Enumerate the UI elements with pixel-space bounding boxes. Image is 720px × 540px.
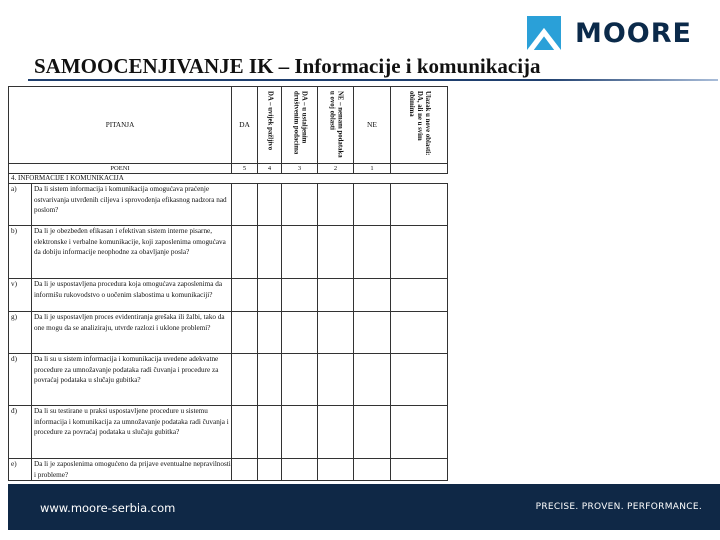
score-cell[interactable] bbox=[354, 226, 391, 279]
score-cell[interactable] bbox=[354, 184, 391, 226]
score-cell[interactable] bbox=[232, 406, 258, 459]
score-cell[interactable] bbox=[258, 184, 282, 226]
section-row bbox=[9, 174, 448, 184]
header-pitanja: PITANJA bbox=[9, 87, 232, 164]
score-cell[interactable] bbox=[232, 312, 258, 354]
row-question: Da li je zaposlenima omogućeno da prijave eventualne nepravilnosti i probleme? bbox=[32, 459, 232, 481]
poeni-value: 5 bbox=[232, 164, 258, 174]
poeni-row bbox=[9, 164, 448, 174]
score-cell[interactable] bbox=[391, 226, 448, 279]
score-cell[interactable] bbox=[282, 312, 318, 354]
score-cell[interactable] bbox=[232, 184, 258, 226]
row-question: Da li sistem informacija i komunikacija omogućava praćenje ostvarivanja utvrđenih ciljeva i sprovođenja efikasnog nadzora nad poslom? bbox=[32, 184, 232, 226]
score-cell[interactable] bbox=[232, 226, 258, 279]
score-cell[interactable] bbox=[282, 354, 318, 406]
score-cell[interactable] bbox=[318, 406, 354, 459]
score-cell[interactable] bbox=[258, 226, 282, 279]
score-cell[interactable] bbox=[282, 406, 318, 459]
row-letter: g) bbox=[9, 312, 32, 354]
score-cell[interactable] bbox=[391, 312, 448, 354]
poeni-value: 4 bbox=[258, 164, 282, 174]
row-letter: e) bbox=[9, 459, 32, 481]
score-cell[interactable] bbox=[282, 459, 318, 481]
row-letter: v) bbox=[9, 279, 32, 312]
score-cell[interactable] bbox=[282, 184, 318, 226]
score-cell[interactable] bbox=[318, 459, 354, 481]
row-question: Da li su testirane u praksi uspostavljene procedure u sistemu informacija i komunikacija za umnožavanje podataka radi čuvanja i procedure za povraćaj podataka u slučaju gubitka? bbox=[32, 406, 232, 459]
score-cell[interactable] bbox=[318, 354, 354, 406]
score-cell[interactable] bbox=[258, 459, 282, 481]
score-cell[interactable] bbox=[354, 459, 391, 481]
table-row bbox=[9, 459, 448, 481]
score-cell[interactable] bbox=[318, 226, 354, 279]
header-da: DA bbox=[232, 87, 258, 164]
poeni-value: 1 bbox=[354, 164, 391, 174]
score-cell[interactable] bbox=[354, 312, 391, 354]
score-cell[interactable] bbox=[232, 279, 258, 312]
section-title: 4. INFORMACIJE I KOMUNIKACIJA bbox=[9, 174, 448, 184]
moore-logo-text: MOORE bbox=[574, 17, 692, 49]
header-ne-nemam: NE – nemam podataka u ovoj oblasti bbox=[318, 87, 354, 164]
moore-logo bbox=[527, 12, 692, 54]
score-cell[interactable] bbox=[354, 354, 391, 406]
footer-bar bbox=[8, 484, 720, 530]
score-cell[interactable] bbox=[318, 184, 354, 226]
row-letter: đ) bbox=[9, 406, 32, 459]
score-cell[interactable] bbox=[258, 312, 282, 354]
header-ulazak: Ulazak u nove oblasti: DA, ali ne u svim obimima bbox=[391, 87, 448, 164]
row-question: Da li je obezbeđen efikasan i efektivan sistem interne pisarne, elektronske i verbalne komunikacije, koji zaposlenima omogućava da dobiju informacije neophodne za obavljanje posla? bbox=[32, 226, 232, 279]
self-assessment-table bbox=[8, 86, 448, 481]
poeni-value: 3 bbox=[282, 164, 318, 174]
score-cell[interactable] bbox=[258, 279, 282, 312]
score-cell[interactable] bbox=[318, 312, 354, 354]
footer-url-link[interactable]: www.moore-serbia.com bbox=[40, 501, 176, 515]
table-row bbox=[9, 226, 448, 279]
score-cell[interactable] bbox=[391, 279, 448, 312]
score-cell[interactable] bbox=[282, 279, 318, 312]
header-da-ustaljeno: DA – u ustaljenim društvenim podacima bbox=[282, 87, 318, 164]
score-cell[interactable] bbox=[282, 226, 318, 279]
table-row bbox=[9, 406, 448, 459]
self-assessment-table-wrapper bbox=[8, 86, 448, 481]
poeni-value: 2 bbox=[318, 164, 354, 174]
row-question: Da li je uspostavljena procedura koja omogućava zaposlenima da informišu rukovodstvo o uočenim slabostima u komunikaciji? bbox=[32, 279, 232, 312]
score-cell[interactable] bbox=[354, 406, 391, 459]
score-cell[interactable] bbox=[391, 459, 448, 481]
poeni-label: POENI bbox=[9, 164, 232, 174]
header-da-uvijek: DA – uvijek pažljivo bbox=[258, 87, 282, 164]
score-cell[interactable] bbox=[318, 279, 354, 312]
title-divider bbox=[28, 79, 718, 81]
score-cell[interactable] bbox=[232, 354, 258, 406]
table-row bbox=[9, 354, 448, 406]
table-row bbox=[9, 312, 448, 354]
row-question: Da li je uspostavljen proces evidentiranja grešaka ili žalbi, tako da one mogu da se analiziraju, utvrde razlozi i uklone problemi? bbox=[32, 312, 232, 354]
table-row bbox=[9, 279, 448, 312]
score-cell[interactable] bbox=[391, 354, 448, 406]
slide-title: SAMOOCENJIVANJE IK – Informacije i komunikacija bbox=[34, 54, 541, 78]
header-ne: NE bbox=[354, 87, 391, 164]
row-letter: a) bbox=[9, 184, 32, 226]
score-cell[interactable] bbox=[391, 184, 448, 226]
table-row bbox=[9, 184, 448, 226]
row-letter: b) bbox=[9, 226, 32, 279]
row-question: Da li su u sistem informacija i komunikacija uvedene adekvatne procedure za umnožavanje podataka radi čuvanja i procedure za povraćaj podataka u slučaju gubitka? bbox=[32, 354, 232, 406]
footer-tagline: PRECISE. PROVEN. PERFORMANCE. bbox=[535, 502, 702, 512]
score-cell[interactable] bbox=[258, 406, 282, 459]
row-letter: d) bbox=[9, 354, 32, 406]
score-cell[interactable] bbox=[354, 279, 391, 312]
moore-logo-mark-icon bbox=[527, 14, 561, 52]
score-cell[interactable] bbox=[232, 459, 258, 481]
score-cell[interactable] bbox=[258, 354, 282, 406]
poeni-empty bbox=[391, 164, 448, 174]
header-row bbox=[9, 87, 448, 164]
score-cell[interactable] bbox=[391, 406, 448, 459]
